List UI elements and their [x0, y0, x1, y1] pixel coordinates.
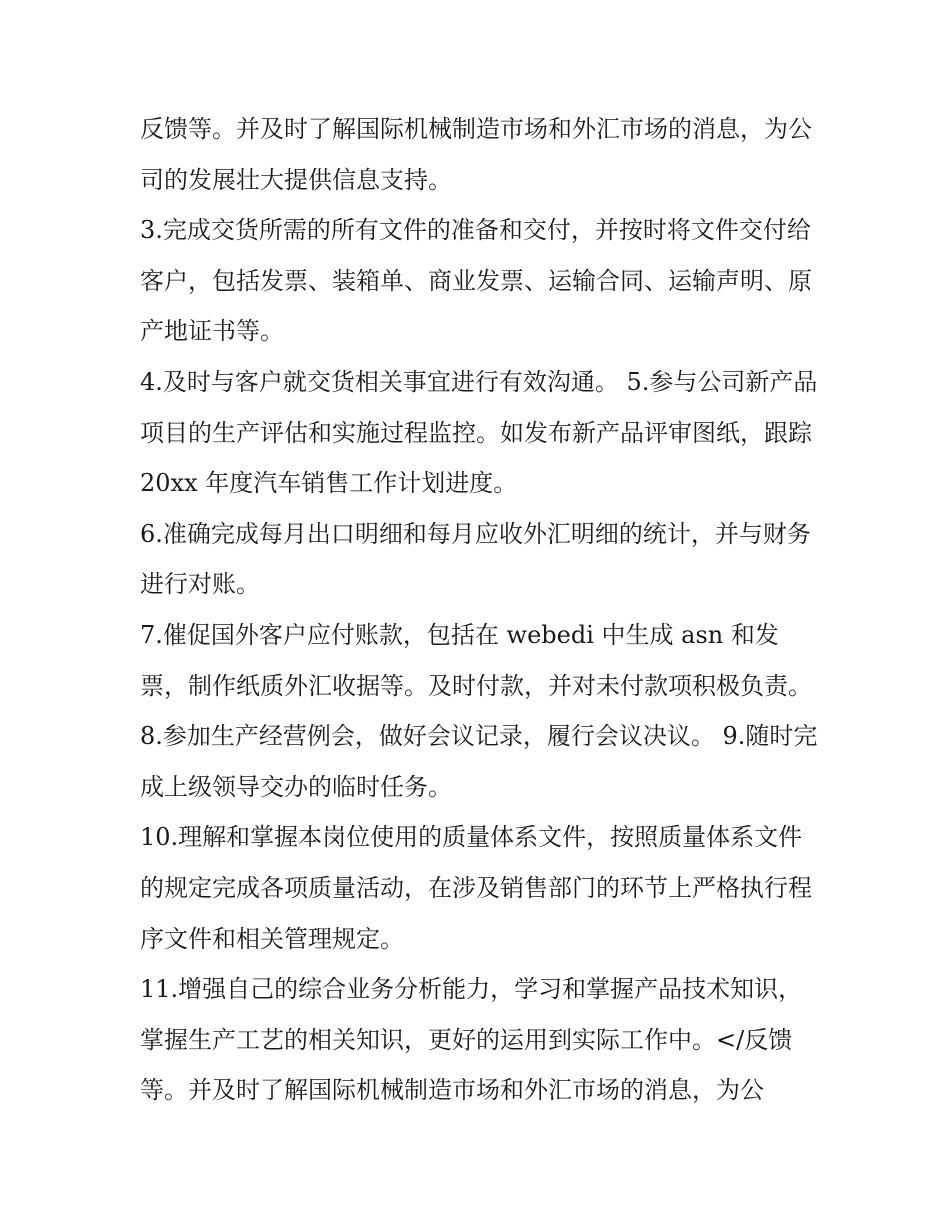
document-body — [140, 104, 820, 1116]
paragraph-intro-feedback: 反馈等。并及时了解国际机械制造市场和外汇市场的消息，为公司的发展壮大提供信息支持。 — [140, 115, 812, 194]
paragraph-item-8-9: 8.参加生产经营例会，做好会议记录，履行会议决议。 9.随时完成上级领导交办的临时任务。 — [140, 722, 818, 801]
paragraph-item-6: 6.准确完成每月出口明细和每月应收外汇明细的统计，并与财务进行对账。 — [140, 519, 811, 599]
paragraph-item-3: 3.完成交货所需的所有文件的准备和交付，并按时将文件交付给客户，包括发票、装箱单、商业发票、运输合同、运输声明、原产地证书等。 — [140, 216, 812, 346]
paragraph-item-11: 11.增强自己的综合业务分析能力，学习和掌握产品技术知识，掌握生产工艺的相关知识，更好的运用到实际工作中。</反馈等。并及时了解国际机械制造市场和外汇市场的消息，为公 — [140, 975, 803, 1105]
paragraph-item-10: 10.理解和掌握本岗位使用的质量体系文件，按照质量体系文件的规定完成各项质量活动，在涉及销售部门的环节上严格执行程序文件和相关管理规定。 — [140, 823, 812, 953]
paragraph-item-4-5: 4.及时与客户就交货相关事宜进行有效沟通。 5.参与公司新产品项目的生产评估和实施过程监控。如发布新产品评审图纸，跟踪 20xx 年度汽车销售工作计划进度。 — [140, 367, 818, 498]
paragraph-item-7: 7.催促国外客户应付账款，包括在 webedi 中生成 asn 和发票，制作纸质外汇收据等。及时付款，并对未付款项积极负责。 — [140, 620, 812, 700]
